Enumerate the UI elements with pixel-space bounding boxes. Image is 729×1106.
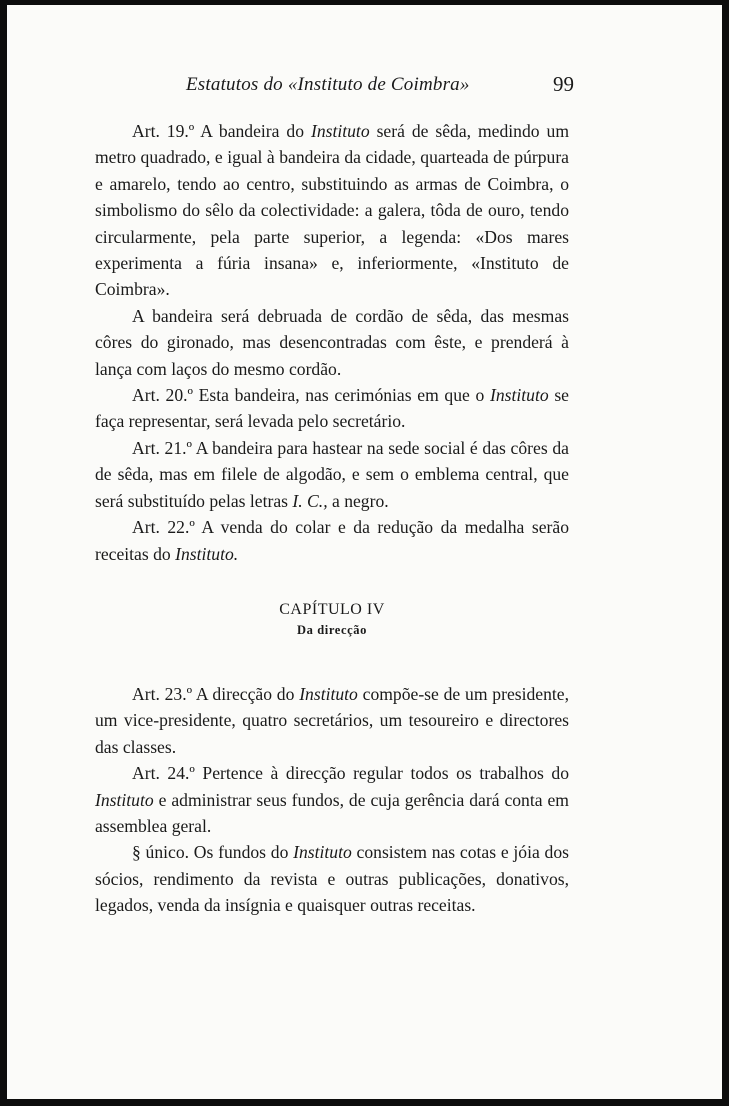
running-title: Estatutos do «Instituto de Coimbra» [186, 74, 470, 95]
article-24: Art. 24.º Pertence à direcção regular todos os trabalhos do Instituto e administrar seus fundos, de cuja gerência dará conta em assemblea geral. [95, 763, 569, 836]
article-19: Art. 19.º A bandeira do Instituto será de sêda, medindo um metro quadrado, e igual à bandeira da cidade, quarteada de púrpura e amarelo, tendo ao centro, substituindo as armas de Coimbra, o simbolismo do sêlo da colectividade: a galera, tôda de ouro, tendo circularmente, pela parte superior, a legenda: «Dos mares experimenta a fúria insana» e, inferiormente, «Instituto de Coimbra». [95, 121, 570, 300]
page-header [186, 70, 574, 100]
article-22: Art. 22.º A venda do colar e da redução da medalha serão receitas do Instituto. [95, 517, 569, 564]
paragraph-unico: § único. Os fundos do Instituto consistem nas cotas e jóia dos sócios, rendimento da revista e outras publicações, donativos, legados, venda da insígnia e quaisquer outras receitas. [95, 842, 569, 916]
chapter-title: CAPÍTULO IV [279, 600, 385, 618]
page-number: 99 [553, 72, 574, 96]
article-20: Art. 20.º Esta bandeira, nas cerimónias em que o Instituto se faça representar, será levada pelo secretário. [95, 385, 569, 432]
chapter-subtitle: Da direcção [297, 622, 367, 637]
article-19-continuation: A bandeira será debruada de cordão de sêda, das mesmas côres do gironado, mas desencontradas com êste, e prenderá à lança com laços do mesmo cordão. [95, 305, 569, 379]
article-23: Art. 23.º A direcção do Instituto compõe-se de um presidente, um vice-presidente, quatro secretários, um tesoureiro e directores das classes. [95, 683, 569, 757]
body-text [95, 118, 569, 919]
article-21: Art. 21.º A bandeira para hastear na sede social é das côres da de sêda, mas em filele de algodão, e sem o emblema central, que será substituído pelas letras I. C., a negro. [95, 437, 569, 511]
